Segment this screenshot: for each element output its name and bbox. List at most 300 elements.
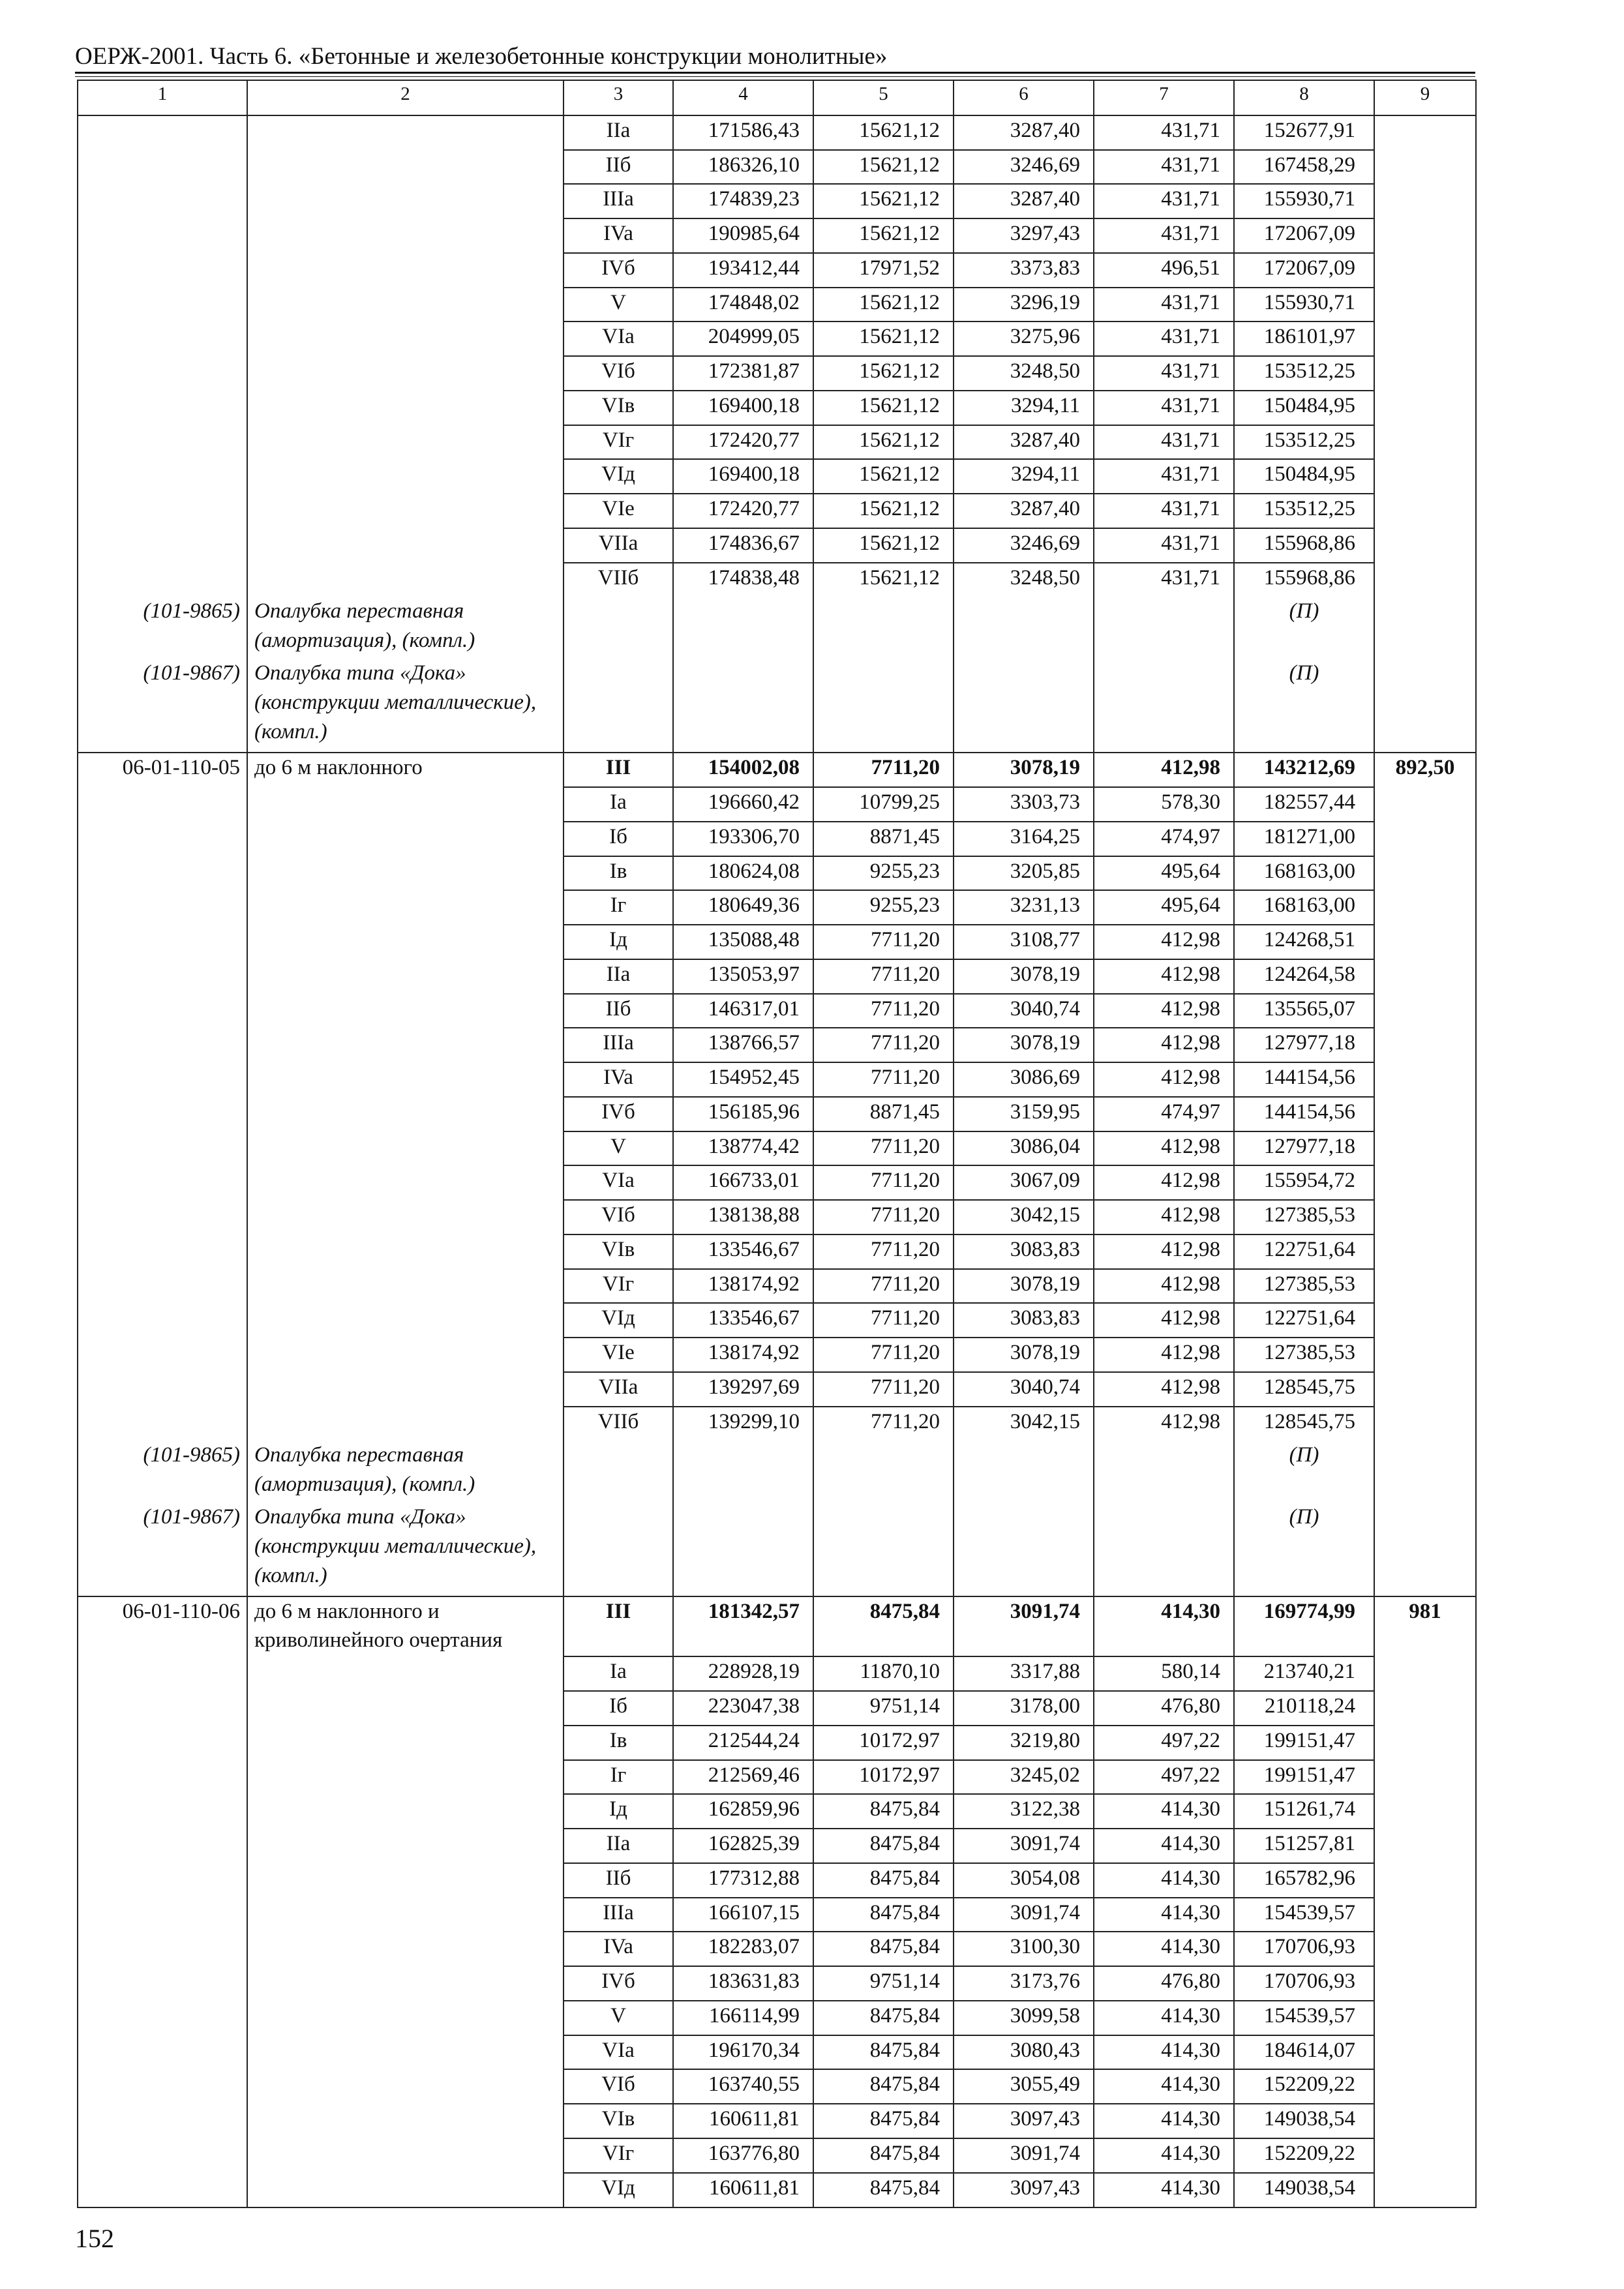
header-rule — [75, 72, 1475, 74]
zone-code: IVб — [564, 253, 673, 288]
value-c6: 3317,88 — [954, 1656, 1094, 1691]
resource-code — [78, 459, 247, 494]
value-c6: 3083,83 — [954, 1303, 1094, 1338]
zone-code: VIв — [564, 1234, 673, 1269]
resource-code — [78, 1200, 247, 1234]
value-c6: 3097,43 — [954, 2173, 1094, 2207]
table-row — [78, 563, 1476, 597]
table-row — [78, 528, 1476, 563]
table-body — [78, 80, 1476, 2207]
resource-description — [247, 1898, 564, 1932]
value-c5: 7711,20 — [813, 1234, 954, 1269]
value-c5: 8475,84 — [813, 1829, 954, 1863]
value-c5: 7711,20 — [813, 1269, 954, 1304]
resource-description — [247, 1200, 564, 1234]
zone-code — [564, 1441, 673, 1503]
table-row-note — [78, 1503, 1476, 1596]
resource-description — [247, 150, 564, 185]
value-c7: 474,97 — [1094, 822, 1234, 856]
value-c4: 135088,48 — [673, 925, 813, 959]
column-header-2: 2 — [247, 80, 564, 115]
resource-description — [247, 1441, 564, 1503]
resource-code — [78, 1656, 247, 1691]
zone-code: VIб — [564, 2069, 673, 2104]
value-c7: 431,71 — [1094, 563, 1234, 597]
value-c4: 160611,81 — [673, 2173, 813, 2207]
table-row — [78, 253, 1476, 288]
resource-code — [78, 563, 247, 597]
resource-code — [78, 1932, 247, 1966]
value-c4: 138174,92 — [673, 1269, 813, 1304]
value-c7: 578,30 — [1094, 787, 1234, 822]
value-c9 — [1374, 425, 1476, 460]
value-c5: 7711,20 — [813, 994, 954, 1028]
value-c9 — [1374, 1898, 1476, 1932]
value-c7: 412,98 — [1094, 1062, 1234, 1097]
value-c6: 3296,19 — [954, 288, 1094, 322]
zone-code: IIб — [564, 150, 673, 185]
resource-code — [78, 1760, 247, 1795]
resource-description — [247, 391, 564, 425]
value-c8: (П) — [1234, 659, 1374, 753]
value-c5: 7711,20 — [813, 753, 954, 787]
value-c9 — [1374, 925, 1476, 959]
value-c7: 414,30 — [1094, 2104, 1234, 2138]
table-row — [78, 150, 1476, 185]
value-c5: 8475,84 — [813, 2035, 954, 2070]
value-c5: 8475,84 — [813, 1898, 954, 1932]
value-c4: 166107,15 — [673, 1898, 813, 1932]
page-header: ОЕРЖ-2001. Часть 6. «Бетонные и железобетонные конструкции монолитные» — [75, 43, 888, 70]
resource-code — [78, 1269, 247, 1304]
resource-description — [247, 1760, 564, 1795]
value-c7: 412,98 — [1094, 1269, 1234, 1304]
zone-code — [564, 659, 673, 753]
resource-code — [78, 959, 247, 994]
value-c9 — [1374, 1028, 1476, 1062]
header-row — [78, 80, 1476, 115]
table-row — [78, 1338, 1476, 1372]
value-c6: 3287,40 — [954, 184, 1094, 218]
value-c9 — [1374, 2035, 1476, 2070]
resource-description-text: Опалубка типа «Дока» (конструкции металлические), (компл.) — [254, 1505, 537, 1588]
resource-code — [78, 1062, 247, 1097]
value-c8: 144154,56 — [1234, 1062, 1374, 1097]
value-c7: 412,98 — [1094, 959, 1234, 994]
value-c9 — [1374, 1234, 1476, 1269]
column-header-6: 6 — [954, 80, 1094, 115]
value-c5: 8871,45 — [813, 1097, 954, 1131]
value-c6: 3164,25 — [954, 822, 1094, 856]
resource-description — [247, 1726, 564, 1760]
value-c8: 149038,54 — [1234, 2104, 1374, 2138]
value-c6: 3086,69 — [954, 1062, 1094, 1097]
table-row-note — [78, 659, 1476, 753]
value-c4: 196170,34 — [673, 2035, 813, 2070]
resource-code: (101-9867) — [78, 1503, 247, 1596]
value-c6: 3205,85 — [954, 856, 1094, 891]
header-rule-thin — [75, 76, 1475, 77]
table-row — [78, 1829, 1476, 1863]
value-c8: (П) — [1234, 597, 1374, 659]
value-c6: 3246,69 — [954, 150, 1094, 185]
resource-description — [247, 459, 564, 494]
zone-code: IVa — [564, 1932, 673, 1966]
zone-code — [564, 597, 673, 659]
value-c4: 174838,48 — [673, 563, 813, 597]
resource-description — [247, 1097, 564, 1131]
value-c7: 412,98 — [1094, 1200, 1234, 1234]
resource-description — [247, 856, 564, 891]
resource-code — [78, 494, 247, 528]
value-c5: 8475,84 — [813, 1863, 954, 1898]
value-c6: 3099,58 — [954, 2001, 1094, 2035]
value-c9 — [1374, 1062, 1476, 1097]
resource-description — [247, 787, 564, 822]
value-c7: 412,98 — [1094, 925, 1234, 959]
resource-description — [247, 994, 564, 1028]
value-c6: 3108,77 — [954, 925, 1094, 959]
value-c4: 228928,19 — [673, 1656, 813, 1691]
value-c7: 431,71 — [1094, 184, 1234, 218]
value-c4: 133546,67 — [673, 1303, 813, 1338]
value-c4: 180624,08 — [673, 856, 813, 891]
value-c9 — [1374, 1863, 1476, 1898]
value-c9 — [1374, 1932, 1476, 1966]
value-c5: 17971,52 — [813, 253, 954, 288]
value-c9 — [1374, 1269, 1476, 1304]
zone-code — [564, 1503, 673, 1596]
table-row-main — [78, 1596, 1476, 1656]
value-c5: 15621,12 — [813, 115, 954, 150]
resource-description — [247, 1234, 564, 1269]
value-c4: 180649,36 — [673, 890, 813, 925]
value-c8: 128545,75 — [1234, 1372, 1374, 1407]
value-c5: 8475,84 — [813, 1794, 954, 1829]
value-c8: 186101,97 — [1234, 322, 1374, 356]
value-c4: 166733,01 — [673, 1165, 813, 1200]
value-c4: 138774,42 — [673, 1131, 813, 1166]
value-c9 — [1374, 253, 1476, 288]
value-c8: 152209,22 — [1234, 2069, 1374, 2104]
resource-description — [247, 1131, 564, 1166]
value-c9 — [1374, 1407, 1476, 1441]
table-row — [78, 1097, 1476, 1131]
value-c8: 127385,53 — [1234, 1269, 1374, 1304]
resource-code — [78, 822, 247, 856]
resource-description — [247, 1303, 564, 1338]
value-c9 — [1374, 1303, 1476, 1338]
value-c9 — [1374, 218, 1476, 253]
value-c7: 431,71 — [1094, 150, 1234, 185]
resource-description — [247, 659, 564, 753]
value-c5 — [813, 1503, 954, 1596]
table-row — [78, 890, 1476, 925]
value-c7: 412,98 — [1094, 1407, 1234, 1441]
zone-code: VIд — [564, 459, 673, 494]
zone-code: IIб — [564, 1863, 673, 1898]
zone-code: Iг — [564, 1760, 673, 1795]
value-c6: 3091,74 — [954, 1829, 1094, 1863]
value-c5 — [813, 659, 954, 753]
value-c4: 212544,24 — [673, 1726, 813, 1760]
resource-description — [247, 1372, 564, 1407]
resource-description-text: Опалубка типа «Дока» (конструкции металлические), (компл.) — [254, 661, 537, 744]
value-c7: 412,98 — [1094, 1131, 1234, 1166]
resource-description — [247, 1269, 564, 1304]
zone-code: VIIa — [564, 528, 673, 563]
zone-code: VIб — [564, 356, 673, 391]
resource-code — [78, 1303, 247, 1338]
zone-code: IIб — [564, 994, 673, 1028]
value-c7 — [1094, 597, 1234, 659]
resource-description — [247, 528, 564, 563]
value-c9 — [1374, 1966, 1476, 2001]
resource-description — [247, 494, 564, 528]
value-c9 — [1374, 2104, 1476, 2138]
table-row — [78, 2104, 1476, 2138]
resource-description-text: до 6 м наклонного — [254, 756, 423, 780]
value-c5: 15621,12 — [813, 218, 954, 253]
value-c4: 174848,02 — [673, 288, 813, 322]
column-header-4: 4 — [673, 80, 813, 115]
resource-code — [78, 1898, 247, 1932]
value-c5: 10172,97 — [813, 1760, 954, 1795]
value-c4: 138174,92 — [673, 1338, 813, 1372]
resource-code: (101-9865) — [78, 1441, 247, 1503]
value-c4: 146317,01 — [673, 994, 813, 1028]
resource-description — [247, 1829, 564, 1863]
value-c6: 3078,19 — [954, 1269, 1094, 1304]
value-c6: 3303,73 — [954, 787, 1094, 822]
value-c5: 15621,12 — [813, 391, 954, 425]
value-c5: 8475,84 — [813, 2138, 954, 2173]
resource-description — [247, 1503, 564, 1596]
value-c8: 127385,53 — [1234, 1338, 1374, 1372]
value-c5: 8475,84 — [813, 1596, 954, 1656]
value-c6: 3086,04 — [954, 1131, 1094, 1166]
value-c5: 15621,12 — [813, 184, 954, 218]
resource-description-text: Опалубка переставная (амортизация), (компл.) — [254, 1443, 475, 1497]
value-c4: 193412,44 — [673, 253, 813, 288]
value-c5: 7711,20 — [813, 925, 954, 959]
value-c4 — [673, 1503, 813, 1596]
resource-code — [78, 1097, 247, 1131]
zone-code: III — [564, 1596, 673, 1656]
value-c6: 3122,38 — [954, 1794, 1094, 1829]
value-c6: 3040,74 — [954, 994, 1094, 1028]
value-c8: 199151,47 — [1234, 1760, 1374, 1795]
resource-code: (101-9867) — [78, 659, 247, 753]
value-c5: 9751,14 — [813, 1966, 954, 2001]
zone-code: IIIa — [564, 1028, 673, 1062]
value-c5: 15621,12 — [813, 288, 954, 322]
resource-code: 06-01-110-06 — [78, 1596, 247, 1656]
value-c9: 981 — [1374, 1596, 1476, 1656]
resource-code — [78, 1338, 247, 1372]
value-c6: 3040,74 — [954, 1372, 1094, 1407]
table-row — [78, 184, 1476, 218]
table-row — [78, 1062, 1476, 1097]
value-c5: 7711,20 — [813, 1028, 954, 1062]
value-c7: 474,97 — [1094, 1097, 1234, 1131]
value-c4: 183631,83 — [673, 1966, 813, 2001]
zone-code: IVб — [564, 1966, 673, 2001]
value-c9 — [1374, 2069, 1476, 2104]
zone-code: IVa — [564, 218, 673, 253]
value-c9 — [1374, 150, 1476, 185]
resource-description — [247, 115, 564, 150]
value-c8: 172067,09 — [1234, 218, 1374, 253]
value-c6: 3219,80 — [954, 1726, 1094, 1760]
value-c9: 892,50 — [1374, 753, 1476, 787]
zone-code: Iд — [564, 925, 673, 959]
value-c8: 149038,54 — [1234, 2173, 1374, 2207]
value-c8: 154539,57 — [1234, 1898, 1374, 1932]
column-header-3: 3 — [564, 80, 673, 115]
resource-code — [78, 1407, 247, 1441]
value-c6: 3078,19 — [954, 1028, 1094, 1062]
resource-description — [247, 1656, 564, 1691]
zone-code: V — [564, 2001, 673, 2035]
resource-code — [78, 2173, 247, 2207]
resource-description — [247, 184, 564, 218]
zone-code: Iб — [564, 1691, 673, 1726]
value-c8: 155968,86 — [1234, 528, 1374, 563]
table-row — [78, 2069, 1476, 2104]
resource-description — [247, 253, 564, 288]
table-row — [78, 1656, 1476, 1691]
value-c5: 8475,84 — [813, 2104, 954, 2138]
value-c8: 181271,00 — [1234, 822, 1374, 856]
resource-description — [247, 597, 564, 659]
zone-code: VIг — [564, 2138, 673, 2173]
resource-code — [78, 253, 247, 288]
value-c4: 169400,18 — [673, 391, 813, 425]
resource-code: 06-01-110-05 — [78, 753, 247, 787]
value-c9 — [1374, 659, 1476, 753]
value-c7: 414,30 — [1094, 2069, 1234, 2104]
resource-code — [78, 1234, 247, 1269]
value-c8: 127977,18 — [1234, 1028, 1374, 1062]
value-c8: 184614,07 — [1234, 2035, 1374, 2070]
table-row — [78, 459, 1476, 494]
table-row — [78, 994, 1476, 1028]
value-c7: 414,30 — [1094, 1932, 1234, 1966]
value-c8: 128545,75 — [1234, 1407, 1374, 1441]
zone-code: V — [564, 288, 673, 322]
value-c7: 431,71 — [1094, 322, 1234, 356]
value-c5: 7711,20 — [813, 1200, 954, 1234]
value-c8: 135565,07 — [1234, 994, 1374, 1028]
value-c5: 7711,20 — [813, 1062, 954, 1097]
value-c8: 152209,22 — [1234, 2138, 1374, 2173]
value-c4: 162859,96 — [673, 1794, 813, 1829]
value-c6: 3078,19 — [954, 753, 1094, 787]
value-c8: 151261,74 — [1234, 1794, 1374, 1829]
value-c8: 122751,64 — [1234, 1303, 1374, 1338]
value-c6: 3287,40 — [954, 425, 1094, 460]
zone-code: Iв — [564, 856, 673, 891]
value-c6: 3173,76 — [954, 1966, 1094, 2001]
value-c5 — [813, 597, 954, 659]
table-row — [78, 425, 1476, 460]
value-c7: 412,98 — [1094, 1338, 1234, 1372]
resource-code — [78, 2035, 247, 2070]
resource-code — [78, 425, 247, 460]
value-c4: 174836,67 — [673, 528, 813, 563]
value-c8: 124268,51 — [1234, 925, 1374, 959]
value-c7: 497,22 — [1094, 1760, 1234, 1795]
table-row — [78, 115, 1476, 150]
resource-description — [247, 1794, 564, 1829]
value-c9 — [1374, 1131, 1476, 1166]
table-row-note — [78, 1441, 1476, 1503]
value-c6: 3078,19 — [954, 1338, 1094, 1372]
value-c5: 15621,12 — [813, 528, 954, 563]
value-c8: 168163,00 — [1234, 890, 1374, 925]
value-c7: 414,30 — [1094, 1829, 1234, 1863]
value-c9 — [1374, 994, 1476, 1028]
resource-description — [247, 322, 564, 356]
resource-code — [78, 115, 247, 150]
value-c4: 181342,57 — [673, 1596, 813, 1656]
resource-code — [78, 391, 247, 425]
value-c8: 155930,71 — [1234, 288, 1374, 322]
value-c4: 204999,05 — [673, 322, 813, 356]
table-row — [78, 1691, 1476, 1726]
page-number: 152 — [75, 2224, 114, 2253]
resource-code — [78, 1691, 247, 1726]
value-c8: 150484,95 — [1234, 391, 1374, 425]
value-c8: 143212,69 — [1234, 753, 1374, 787]
value-c8: 127977,18 — [1234, 1131, 1374, 1166]
table-row — [78, 856, 1476, 891]
column-header-8: 8 — [1234, 80, 1374, 115]
value-c9 — [1374, 2138, 1476, 2173]
resource-description — [247, 753, 564, 787]
resource-description — [247, 1932, 564, 1966]
value-c6 — [954, 597, 1094, 659]
value-c5: 7711,20 — [813, 1338, 954, 1372]
value-c6: 3083,83 — [954, 1234, 1094, 1269]
value-c6: 3067,09 — [954, 1165, 1094, 1200]
value-c7: 414,30 — [1094, 2138, 1234, 2173]
resource-code — [78, 2001, 247, 2035]
resource-code: (101-9865) — [78, 597, 247, 659]
value-c4: 186326,10 — [673, 150, 813, 185]
value-c7: 431,71 — [1094, 494, 1234, 528]
value-c8: 152677,91 — [1234, 115, 1374, 150]
resource-code — [78, 1863, 247, 1898]
value-c7: 412,98 — [1094, 753, 1234, 787]
value-c7: 412,98 — [1094, 1165, 1234, 1200]
value-c6: 3080,43 — [954, 2035, 1094, 2070]
value-c4: 133546,67 — [673, 1234, 813, 1269]
value-c8: 170706,93 — [1234, 1932, 1374, 1966]
resource-code — [78, 184, 247, 218]
value-c7: 412,98 — [1094, 1028, 1234, 1062]
zone-code: IIIa — [564, 184, 673, 218]
value-c7: 495,64 — [1094, 890, 1234, 925]
table-row — [78, 322, 1476, 356]
value-c6: 3248,50 — [954, 356, 1094, 391]
value-c7: 496,51 — [1094, 253, 1234, 288]
zone-code: VIIa — [564, 1372, 673, 1407]
value-c5: 15621,12 — [813, 356, 954, 391]
resource-description-text: до 6 м наклонного и криволинейного очертания — [254, 1600, 503, 1653]
resource-description — [247, 2069, 564, 2104]
